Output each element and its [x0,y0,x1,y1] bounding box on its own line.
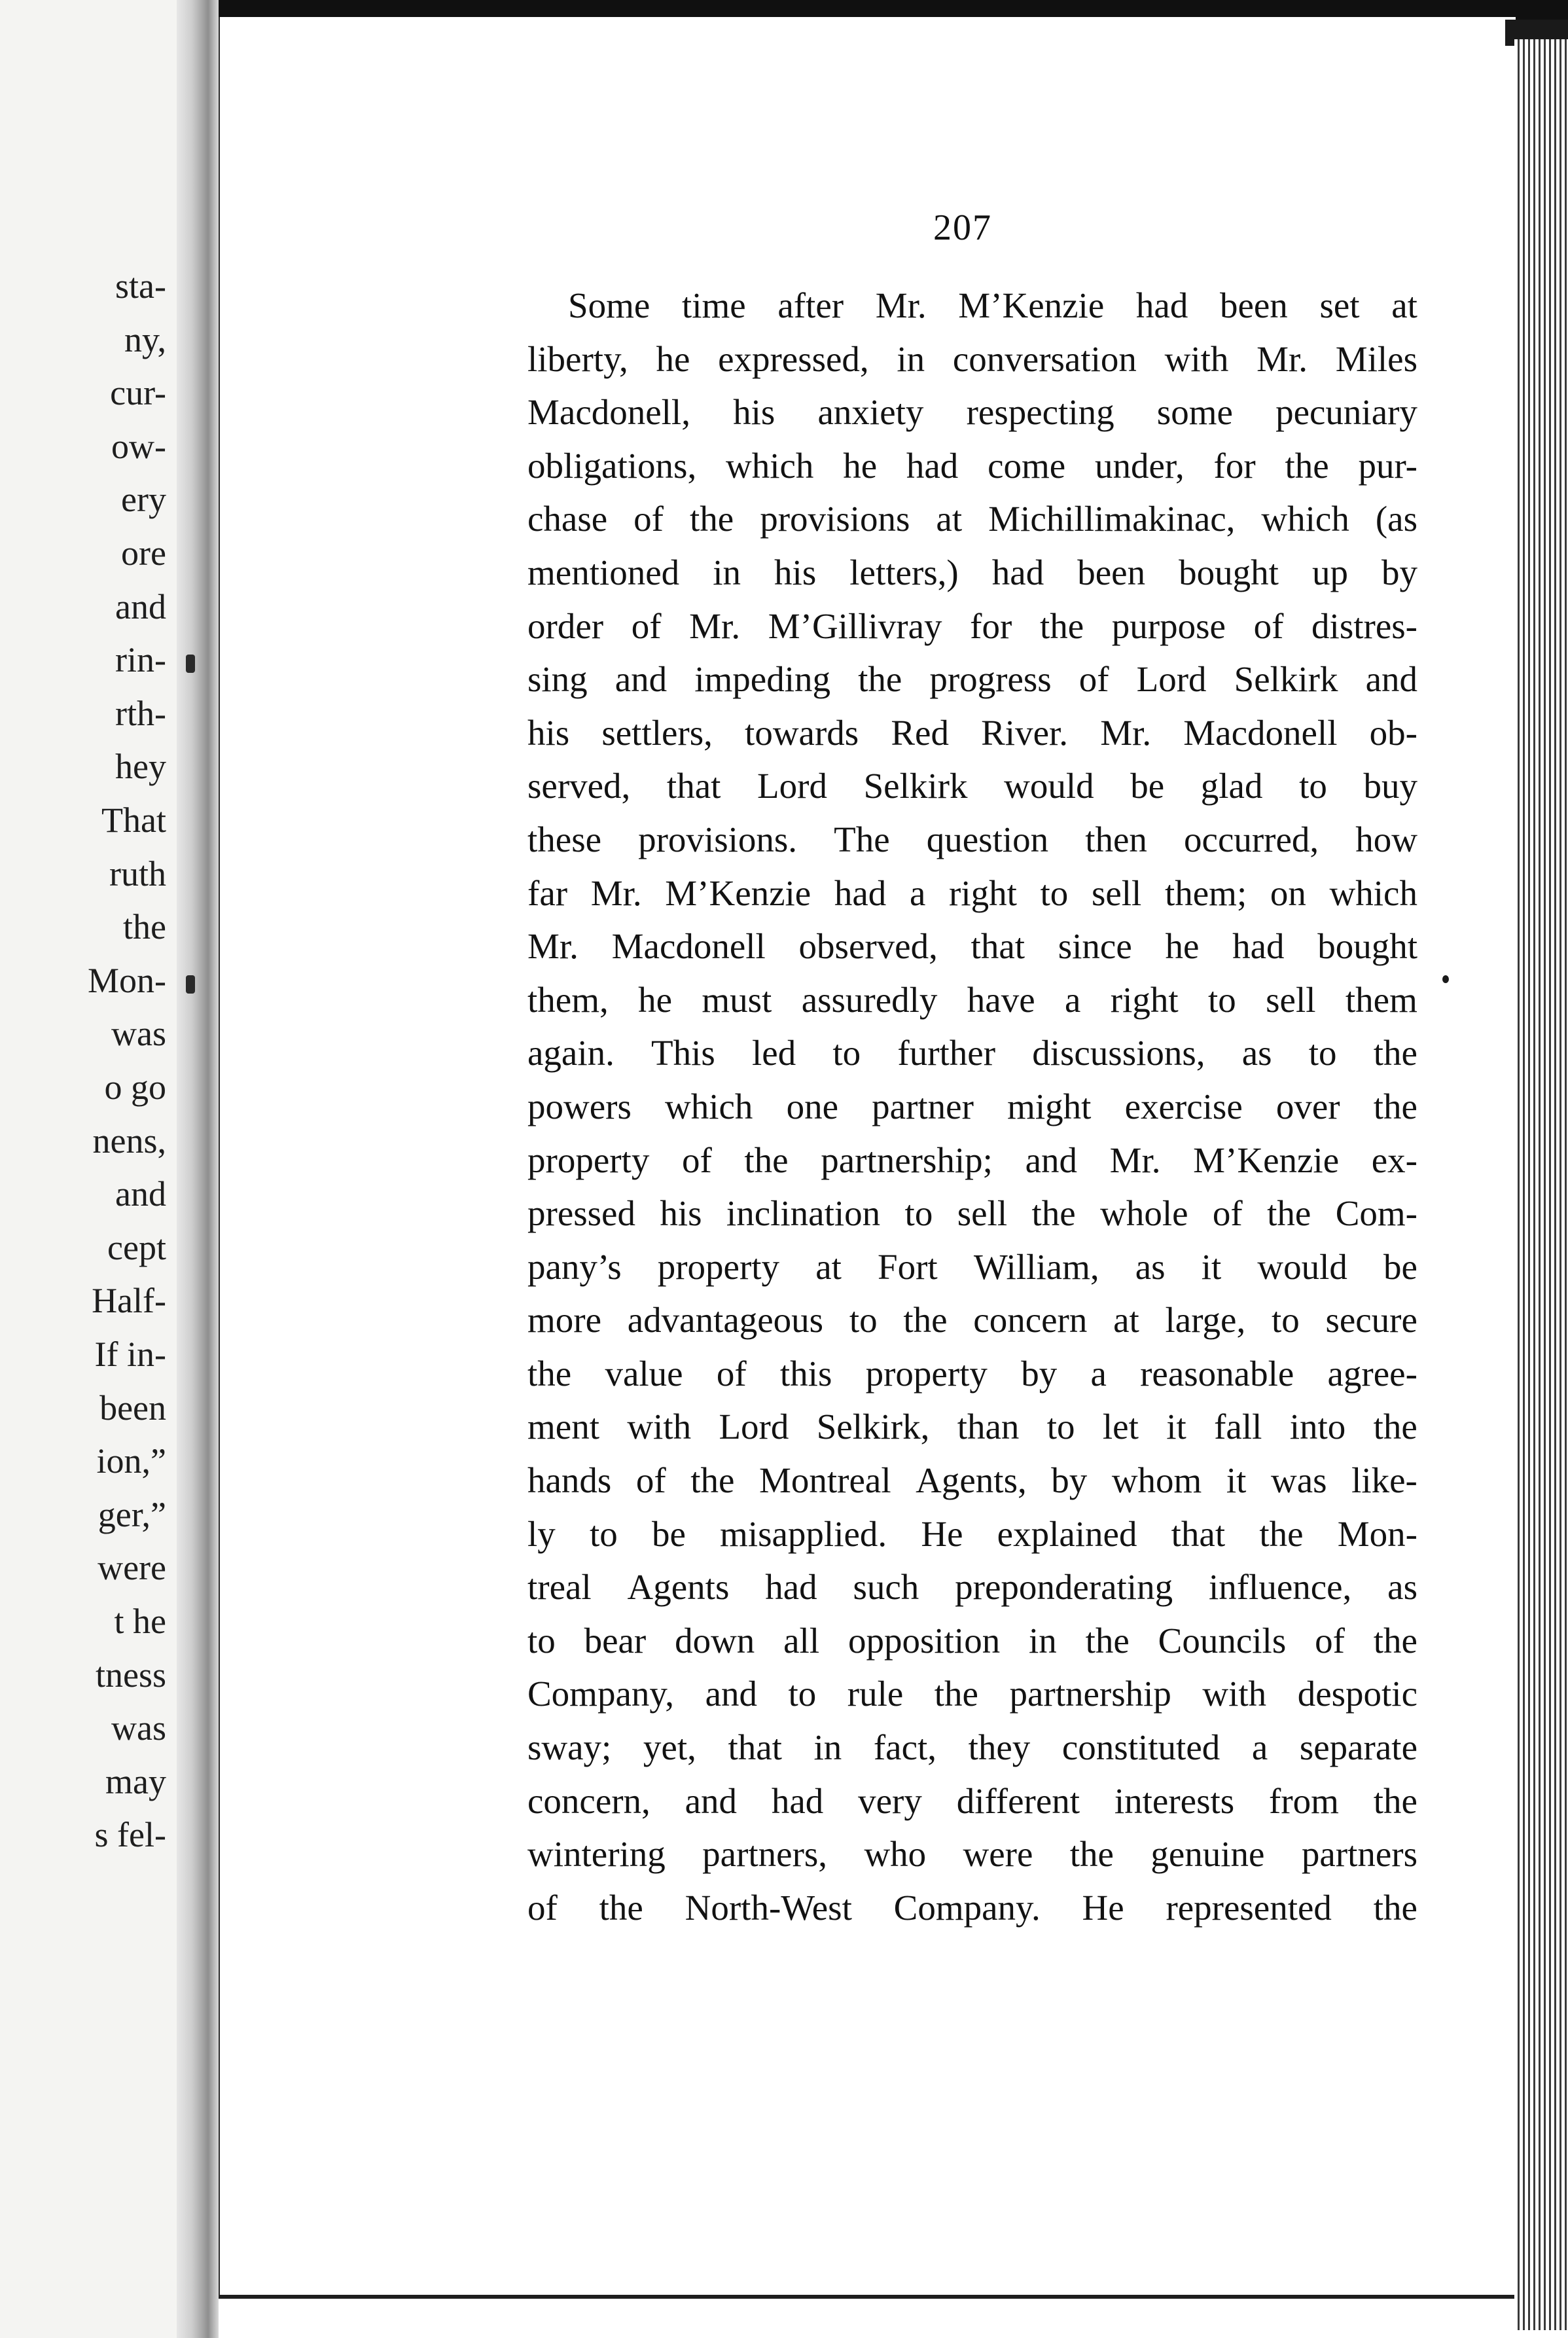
facing-page-line: been [99,1388,166,1428]
facing-page-line: the [123,907,166,947]
facing-page-line: and [115,1174,166,1214]
facing-page-line: nens, [92,1121,166,1160]
facing-page-line: ny, [124,319,166,359]
facing-page-line: hey [115,747,166,787]
text-line: treal Agents had such preponderating influence, as [527,1567,1417,1608]
text-line: served, that Lord Selkirk would be glad to buy [527,766,1417,806]
facing-page-line: was [111,1708,166,1748]
facing-page-line: and [115,586,166,626]
facing-page-line: ruth [109,854,166,893]
text-line: sway; yet, that in fact, they constituted a separate [527,1727,1417,1768]
facing-page-line: Half- [92,1281,166,1321]
facing-page-line: rin- [115,640,166,680]
text-line: chase of the provisions at Michillimakinac, which (as [527,499,1417,539]
text-line: pressed his inclination to sell the whole of the Com- [527,1193,1417,1234]
text-line: property of the partnership; and Mr. M’Kenzie ex- [527,1140,1417,1180]
gutter-mark [186,655,195,673]
facing-page [0,0,177,2338]
text-line: order of Mr. M’Gillivray for the purpose of distres- [527,605,1417,646]
facing-page-line: cept [107,1227,166,1267]
facing-page-line: ery [121,480,166,520]
text-line: to bear down all opposition in the Councils of the [527,1620,1417,1661]
facing-page-line: tness [96,1655,166,1695]
gutter-marks [177,0,216,2338]
facing-page-line: If in- [94,1335,166,1374]
text-line: Company, and to rule the partnership with despotic [527,1674,1417,1714]
text-line: pany’s property at Fort William, as it would be [527,1246,1417,1287]
page-number: 207 [933,207,992,248]
facing-page-line: may [105,1761,166,1801]
text-line: his settlers, towards Red River. Mr. Macdonell ob- [527,712,1417,753]
book-page [219,17,1516,2299]
facing-page-line: o go [104,1068,166,1107]
text-line: them, he must assuredly have a right to sell them [527,979,1417,1020]
text-line: ly to be misapplied. He explained that the Mon- [527,1513,1417,1554]
text-line: Mr. Macdonell observed, that since he had bought [527,926,1417,967]
facing-page-line: ow- [111,426,166,466]
gutter-mark [186,975,195,994]
facing-page-line: were [98,1548,166,1588]
text-line: Macdonell, his anxiety respecting some pecuniary [527,392,1417,433]
text-line: more advantageous to the concern at large, to secure [527,1300,1417,1340]
text-line: these provisions. The question then occurred, how [527,819,1417,859]
text-line: of the North-West Company. He represented the [527,1887,1417,1928]
facing-page-line: sta- [115,266,166,306]
facing-page-line: Mon- [88,960,166,1000]
text-line: concern, and had very different interests from the [527,1780,1417,1821]
facing-page-line: That [101,800,166,840]
facing-page-line: was [111,1014,166,1054]
body-text [527,279,1417,1934]
text-line: Some time after Mr. M’Kenzie had been set at [568,285,1417,325]
facing-page-line: s fel- [94,1815,166,1855]
text-line: again. This led to further discussions, as to the [527,1033,1417,1073]
facing-page-line: t he [114,1602,166,1641]
text-line: liberty, he expressed, in conversation with Mr. Miles [527,338,1417,379]
text-line: far Mr. M’Kenzie had a right to sell them; on which [527,872,1417,913]
facing-page-line: rth- [115,693,166,733]
text-line: ment with Lord Selkirk, than to let it fall into the [527,1407,1417,1447]
speck [1442,975,1449,983]
facing-page-line: cur- [110,373,166,413]
text-line: sing and impeding the progress of Lord Selkirk and [527,659,1417,700]
facing-page-line: ger,” [98,1494,166,1534]
facing-page-line: ore [121,533,166,573]
text-line: obligations, which he had come under, for the pur- [527,445,1417,486]
text-line: the value of this property by a reasonable agree- [527,1353,1417,1394]
text-line: hands of the Montreal Agents, by whom it was like- [527,1460,1417,1501]
book-edge [1514,39,1568,2330]
text-line: mentioned in his letters,) had been bought up by [527,552,1417,592]
text-line: wintering partners, who were the genuine partners [527,1834,1417,1875]
facing-page-line: ion,” [96,1441,166,1481]
text-line: powers which one partner might exercise over the [527,1086,1417,1126]
